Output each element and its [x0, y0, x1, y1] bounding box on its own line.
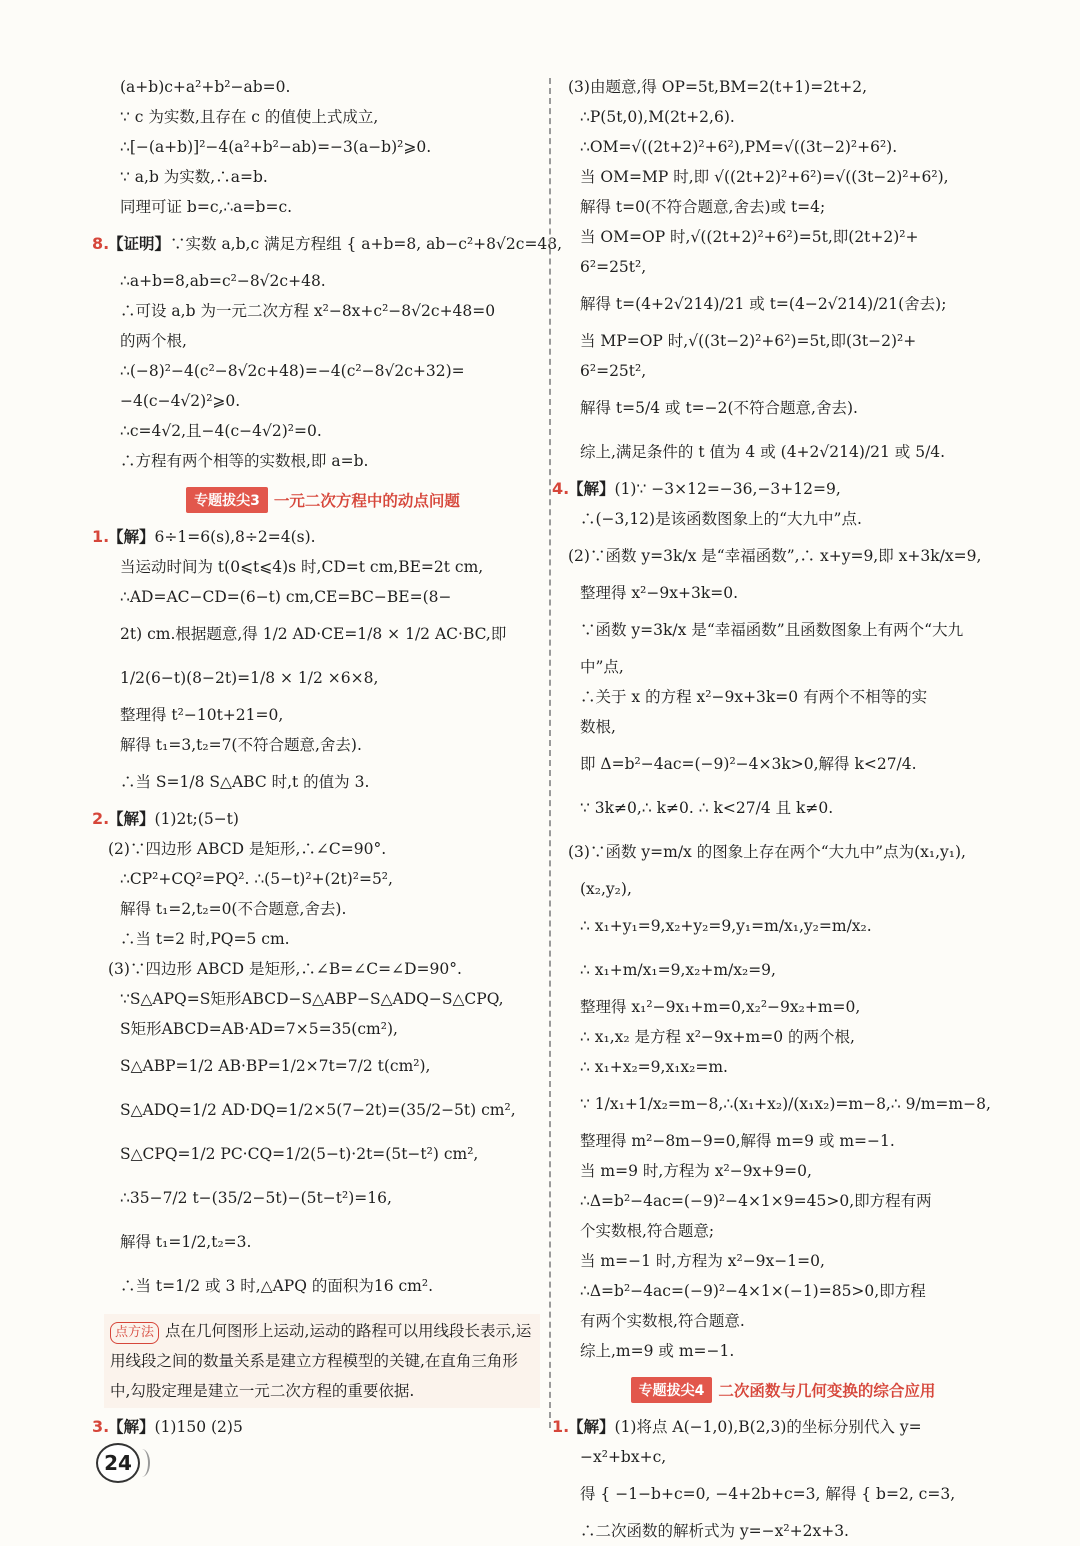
text-line: ∵ 3k≠0,∴ k≠0. ∴ k<27/4 且 k≠0.: [580, 799, 834, 817]
text-line: ∴ x₁+m/x₁=9,x₂+m/x₂=9,: [580, 961, 776, 979]
text-line: ∵ a,b 为实数,∴a=b.: [120, 168, 268, 186]
question-4-line-1: [552, 474, 998, 504]
text-line: (1)150 (2)5: [154, 1418, 243, 1436]
method-tip-box: [104, 1314, 540, 1408]
method-text: [110, 1316, 534, 1406]
question-1-line-1: [92, 522, 538, 552]
text-line: ∴(−8)²−4(c²−8√2c+48)=−4(c²−8√2c+32)=: [120, 362, 465, 380]
text-line: ∴[−(a+b)]²−4(a²+b²−ab)=−3(a−b)²⩾0.: [120, 138, 432, 156]
column-divider: [549, 78, 551, 1428]
question-number: 1.: [92, 527, 110, 546]
text-line: 整理得 x₁²−9x₁+m=0,x₂²−9x₂+m=0,: [580, 998, 861, 1016]
text-line: (3)∵四边形 ABCD 是矩形,∴∠B=∠C=∠D=90°.: [108, 960, 462, 978]
text-line: 个实数根,符合题意;: [580, 1222, 715, 1240]
text-line: 6²=25t²,: [580, 258, 647, 276]
right-column: [552, 72, 998, 1546]
text-line: 的两个根,: [120, 332, 187, 350]
left-column: [92, 72, 563, 1442]
text-line: 当 m=−1 时,方程为 x²−9x−1=0,: [580, 1252, 825, 1270]
text-line: ∴当 t=2 时,PQ=5 cm.: [120, 930, 290, 948]
question-number: 4.: [552, 479, 570, 498]
text-line: ∴AD=AC−CD=(6−t) cm,CE=BC−BE=(8−: [120, 588, 452, 606]
text-line: S△ADQ=1/2 AD·DQ=1/2×5(7−2t)=(35/2−5t) cm²,: [120, 1101, 516, 1119]
section-badge: 专题拔尖3: [186, 487, 268, 513]
text-line: ∴(−3,12)是该函数图象上的“大九中”点.: [580, 510, 862, 528]
method-body: 点在几何图形上运动,运动的路程可以用线段长表示,运用线段之间的数量关系是建立方程模型的关键,在直角三角形中,勾股定理是建立一元二次方程的重要依据.: [110, 1322, 532, 1400]
text-line: ∴OM=√((2t+2)²+6²),PM=√((3t−2)²+6²).: [580, 138, 898, 156]
text-line: 解得 t₁=3,t₂=7(不符合题意,舍去).: [120, 736, 362, 754]
text-line: 中”点,: [580, 658, 624, 676]
page-number: 24: [96, 1443, 140, 1483]
answer-tag: 【解】: [108, 809, 155, 828]
text-line: 整理得 m²−8m−9=0,解得 m=9 或 m=−1.: [580, 1132, 895, 1150]
text-line: ∵ 1/x₁+1/x₂=m−8,∴(x₁+x₂)/(x₁x₂)=m−8,∴ 9/m=m−8,: [580, 1095, 991, 1113]
text-line: 得 { −1−b+c=0, −4+2b+c=3, 解得 { b=2, c=3,: [580, 1485, 956, 1503]
text-line: (2)∵函数 y=3k/x 是“幸福函数”,∴ x+y=9,即 x+3k/x=9,: [568, 547, 982, 565]
text-line: 当 MP=OP 时,√((3t−2)²+6²)=5t,即(3t−2)²+: [580, 332, 917, 350]
text-line: (1)2t;(5−t): [154, 810, 239, 828]
text-line: 解得 t=0(不符合题意,舍去)或 t=4;: [580, 198, 826, 216]
text-line: ∴P(5t,0),M(2t+2,6).: [580, 108, 735, 126]
section-header-3: [108, 486, 538, 514]
text-line: 解得 t₁=2,t₂=0(不合题意,舍去).: [120, 900, 347, 918]
text-line: 6÷1=6(s),8÷2=4(s).: [154, 528, 316, 546]
text-line: 数根,: [580, 718, 616, 736]
text-line: 解得 t=(4+2√214)/21 或 t=(4−2√214)/21(舍去);: [580, 295, 947, 313]
answer-tag: 【解】: [108, 527, 155, 546]
text-line: 6²=25t²,: [580, 362, 647, 380]
question-3-line: [92, 1412, 538, 1442]
text-line: ∴a+b=8,ab=c²−8√2c+48.: [120, 272, 326, 290]
question-2-line-1: [92, 804, 538, 834]
text-line: ∴关于 x 的方程 x²−9x+3k=0 有两个不相等的实: [580, 688, 928, 706]
text-line: S矩形ABCD=AB·AD=7×5=35(cm²),: [120, 1020, 398, 1038]
text-line: ∵S△APQ=S矩形ABCD−S△ABP−S△ADQ−S△CPQ,: [120, 990, 504, 1008]
text-line: 整理得 x²−9x+3k=0.: [580, 584, 738, 602]
text-line: (2)∵四边形 ABCD 是矩形,∴∠C=90°.: [108, 840, 387, 858]
section-header-4: [568, 1376, 998, 1404]
text-line: (a+b)c+a²+b²−ab=0.: [120, 78, 291, 96]
text-line: (x₂,y₂),: [580, 880, 632, 898]
question-8-line-1: [92, 222, 563, 266]
text-line: ∴方程有两个相等的实数根,即 a=b.: [120, 452, 369, 470]
text-line: S△CPQ=1/2 PC·CQ=1/2(5−t)·2t=(5t−t²) cm²,: [120, 1145, 479, 1163]
text-line: 综上,满足条件的 t 值为 4 或 (4+2√214)/21 或 5/4.: [580, 443, 946, 461]
text-line: −x²+bx+c,: [580, 1448, 667, 1466]
text-line: (1)∵ −3×12=−36,−3+12=9,: [614, 480, 841, 498]
text-line: 当 m=9 时,方程为 x²−9x+9=0,: [580, 1162, 812, 1180]
text-line: ∴ x₁,x₂ 是方程 x²−9x+m=0 的两个根,: [580, 1028, 855, 1046]
answer-tag: 【解】: [568, 479, 615, 498]
answer-tag: 【解】: [108, 1417, 155, 1436]
text-line: ∵函数 y=3k/x 是“幸福函数”且函数图象上有两个“大九: [580, 621, 964, 639]
question-number: 1.: [552, 1417, 570, 1436]
text-line: 整理得 t²−10t+21=0,: [120, 706, 284, 724]
text-line: ∴ x₁+y₁=9,x₂+y₂=9,y₁=m/x₁,y₂=m/x₂.: [580, 917, 872, 935]
text-line: (3)由题意,得 OP=5t,BM=2(t+1)=2t+2,: [568, 78, 868, 96]
text-line: ∴当 t=1/2 或 3 时,△APQ 的面积为16 cm².: [120, 1277, 434, 1295]
text-line: 当运动时间为 t(0⩽t⩽4)s 时,CD=t cm,BE=2t cm,: [120, 558, 484, 576]
text-line: −4(c−4√2)²⩾0.: [120, 392, 241, 410]
question-number: 2.: [92, 809, 110, 828]
section-title: 二次函数与几何变换的综合应用: [718, 1382, 936, 1400]
text-line: 2t) cm.根据题意,得 1/2 AD·CE=1/8 × 1/2 AC·BC,即: [120, 625, 507, 643]
text-line: ∴二次函数的解析式为 y=−x²+2x+3.: [580, 1522, 849, 1540]
text-line: ∴c=4√2,且−4(c−4√2)²=0.: [120, 422, 322, 440]
text-line: S△ABP=1/2 AB·BP=1/2×7t=7/2 t(cm²),: [120, 1057, 431, 1075]
text-line: (3)∵函数 y=m/x 的图象上存在两个“大九中”点为(x₁,y₁),: [568, 843, 966, 861]
text-line: ∴当 S=1/8 S△ABC 时,t 的值为 3.: [120, 773, 370, 791]
text-line: ∴可设 a,b 为一元二次方程 x²−8x+c²−8√2c+48=0: [120, 302, 496, 320]
answer-tag: 【解】: [568, 1417, 615, 1436]
text-line: ∴Δ=b²−4ac=(−9)²−4×1×(−1)=85>0,即方程: [580, 1282, 926, 1300]
section-title: 一元二次方程中的动点问题: [273, 492, 460, 510]
text-line: 当 OM=MP 时,即 √((2t+2)²+6²)=√((3t−2)²+6²),: [580, 168, 949, 186]
text-line: 当 OM=OP 时,√((2t+2)²+6²)=5t,即(2t+2)²+: [580, 228, 919, 246]
method-badge: 点方法: [110, 1322, 159, 1344]
question-number: 3.: [92, 1417, 110, 1436]
text-line: 同理可证 b=c,∴a=b=c.: [120, 198, 293, 216]
text-line: ∵ c 为实数,且存在 c 的值使上式成立,: [120, 108, 379, 126]
question-1b-line-1: [552, 1412, 998, 1442]
text-line: ∴Δ=b²−4ac=(−9)²−4×1×9=45>0,即方程有两: [580, 1192, 932, 1210]
answer-tag: 【证明】: [108, 234, 171, 253]
text-line: 有两个实数根,符合题意.: [580, 1312, 745, 1330]
text-line: 即 Δ=b²−4ac=(−9)²−4×3k>0,解得 k<27/4.: [580, 755, 917, 773]
text-line: ∴ x₁+x₂=9,x₁x₂=m.: [580, 1058, 728, 1076]
text-line: ∴CP²+CQ²=PQ². ∴(5−t)²+(2t)²=5²,: [120, 870, 393, 888]
text-line: ∴35−7/2 t−(35/2−5t)−(5t−t²)=16,: [120, 1189, 392, 1207]
text-line: 解得 t=5/4 或 t=−2(不符合题意,舍去).: [580, 399, 858, 417]
text-line: 1/2(6−t)(8−2t)=1/8 × 1/2 ×6×8,: [120, 669, 379, 687]
section-badge: 专题拔尖4: [631, 1377, 713, 1403]
text-line: ∵实数 a,b,c 满足方程组 { a+b=8, ab−c²+8√2c=48,: [170, 235, 563, 253]
text-line: 解得 t₁=1/2,t₂=3.: [120, 1233, 252, 1251]
question-number: 8.: [92, 234, 110, 253]
text-line: 综上,m=9 或 m=−1.: [580, 1342, 735, 1360]
text-line: (1)将点 A(−1,0),B(2,3)的坐标分别代入 y=: [614, 1418, 922, 1436]
